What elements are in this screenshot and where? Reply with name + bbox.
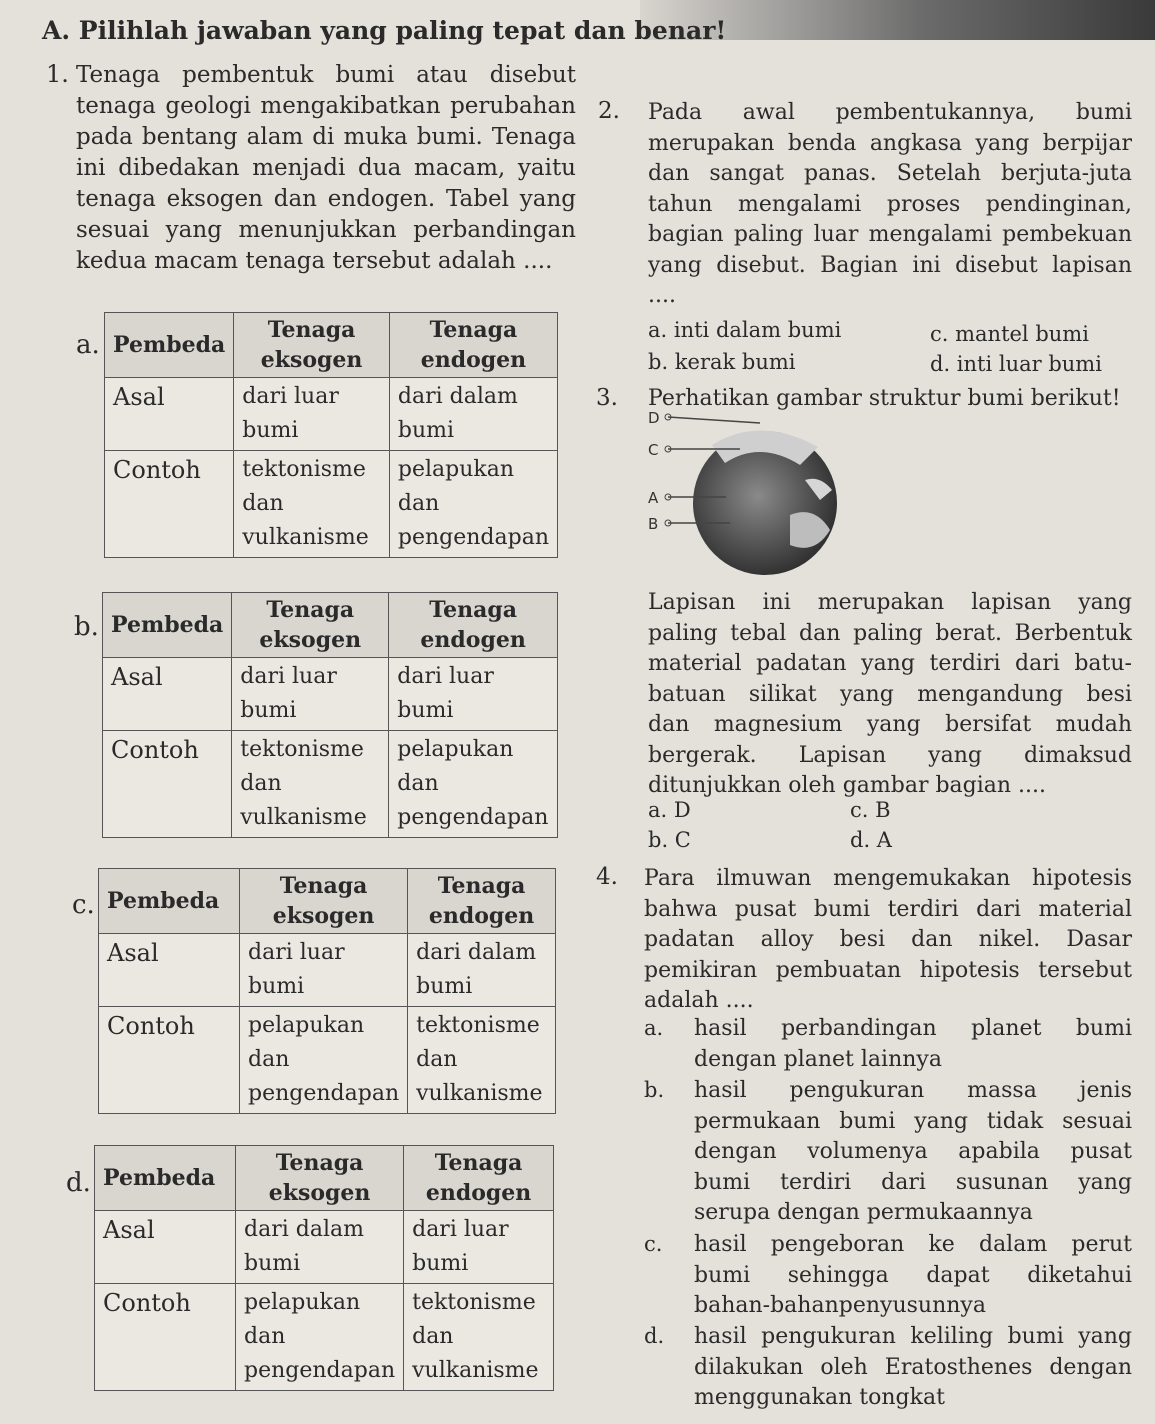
q3-line: Lapisan ini merupakan lapisan yang bbox=[648, 590, 1132, 615]
q2-line: .... bbox=[648, 283, 676, 308]
header-eksogen: Tenaga eksogen bbox=[236, 1146, 404, 1211]
row-asal: Asal bbox=[105, 378, 234, 451]
earth-globe bbox=[693, 431, 837, 575]
q3-choice-d[interactable]: d. A bbox=[850, 828, 892, 852]
q2-line: bagian paling luar mengalami pembekuan bbox=[648, 222, 1132, 247]
q1-number: 1. bbox=[46, 60, 69, 88]
q4-choice-d[interactable] bbox=[694, 1322, 1132, 1414]
row-contoh: Contoh bbox=[103, 731, 232, 838]
header-eksogen: Tenaga eksogen bbox=[240, 869, 408, 934]
q4-choice-b-line: permukaan bumi yang tidak sesuai bbox=[694, 1108, 1132, 1134]
q4-choice-c-line: bahan-bahanpenyusunnya bbox=[694, 1293, 986, 1318]
header-pembeda: Pembeda bbox=[103, 593, 232, 658]
q4-choice-b-line: bumi terdiri dari susunan yang bbox=[694, 1169, 1132, 1195]
pointer-line-d bbox=[668, 417, 760, 423]
q3-line: batuan silikat yang mengandung besi bbox=[648, 681, 1132, 707]
row-asal: Asal bbox=[95, 1211, 236, 1284]
q3-line: material padatan yang terdiri dari batu- bbox=[648, 651, 1132, 676]
q1-line: sesuai yang menunjukkan perbandingan bbox=[76, 217, 576, 243]
q4-line: bahwa pusat bumi terdiri dari material bbox=[644, 896, 1132, 922]
q4-choice-c-letter[interactable]: c. bbox=[644, 1232, 663, 1256]
q2-choice-a[interactable]: a. inti dalam bumi bbox=[648, 318, 842, 342]
q4-choice-d-line: dilakukan oleh Eratosthenes dengan bbox=[694, 1354, 1132, 1380]
header-endogen: Tenaga endogen bbox=[389, 593, 558, 658]
option-d-table[interactable] bbox=[94, 1145, 554, 1391]
q3-line: dan magnesium yang bersifat mudah bbox=[648, 712, 1132, 737]
cell-asal-endogen: dari luar bumi bbox=[389, 658, 558, 731]
q4-choice-c-line: hasil pengeboran ke dalam perut bbox=[694, 1232, 1132, 1257]
q2-line: dan sangat panas. Setelah berjuta-juta bbox=[648, 161, 1132, 186]
q3-line: ditunjukkan oleh gambar bagian .... bbox=[648, 773, 1047, 798]
q4-choice-d-letter[interactable]: d. bbox=[644, 1324, 665, 1348]
q3-line: paling tebal dan paling berat. Berbentuk bbox=[648, 620, 1132, 646]
header-pembeda: Pembeda bbox=[105, 313, 234, 378]
q4-choice-b-line: dengan volumenya apabila pusat bbox=[694, 1139, 1132, 1164]
header-endogen: Tenaga endogen bbox=[404, 1146, 554, 1211]
q2-line: Pada awal pembentukannya, bumi bbox=[648, 100, 1132, 125]
q4-choice-b-letter[interactable]: b. bbox=[644, 1078, 665, 1102]
q4-choice-c-line: bumi sehingga dapat diketahui bbox=[694, 1262, 1132, 1288]
q4-text bbox=[644, 864, 1132, 1017]
q4-choice-b[interactable] bbox=[694, 1076, 1132, 1229]
option-c-letter[interactable]: c. bbox=[72, 890, 95, 920]
q2-number: 2. bbox=[598, 98, 620, 124]
cell-contoh-endogen: pelapukan dan pengendapan bbox=[389, 731, 558, 838]
cell-asal-eksogen: dari dalam bumi bbox=[236, 1211, 404, 1284]
row-contoh: Contoh bbox=[105, 451, 234, 558]
q3-prompt: Perhatikan gambar struktur bumi berikut! bbox=[648, 386, 1121, 411]
q3-line: bergerak. Lapisan yang dimaksud bbox=[648, 742, 1132, 768]
q2-choice-d[interactable]: d. inti luar bumi bbox=[930, 352, 1102, 376]
header-endogen: Tenaga endogen bbox=[389, 313, 557, 378]
label-b: B bbox=[648, 515, 659, 533]
section-title: A. Pilihlah jawaban yang paling tepat dan benar! bbox=[42, 16, 727, 45]
q4-line: adalah .... bbox=[644, 988, 754, 1013]
cell-contoh-eksogen: tektonisme dan vulkanisme bbox=[232, 731, 389, 838]
q2-choice-c[interactable]: c. mantel bumi bbox=[930, 322, 1089, 346]
q4-choice-a-line: hasil perbandingan planet bumi bbox=[694, 1016, 1132, 1041]
option-c-table[interactable] bbox=[98, 868, 556, 1114]
q1-line: ini dibedakan menjadi dua macam, yaitu bbox=[76, 155, 576, 181]
label-c: C bbox=[648, 441, 659, 459]
option-b-letter[interactable]: b. bbox=[74, 612, 99, 642]
cell-asal-eksogen: dari luar bumi bbox=[232, 658, 389, 731]
q4-line: padatan alloy besi dan nikel. Dasar bbox=[644, 927, 1132, 952]
row-contoh: Contoh bbox=[95, 1284, 236, 1391]
header-pembeda: Pembeda bbox=[99, 869, 240, 934]
q4-choice-a[interactable] bbox=[694, 1014, 1132, 1075]
cell-contoh-eksogen: pelapukan dan pengendapan bbox=[236, 1284, 404, 1391]
q4-choice-d-line: hasil pengukuran keliling bumi yang bbox=[694, 1324, 1132, 1349]
q1-line: tenaga eksogen dan endogen. Tabel yang bbox=[76, 186, 576, 212]
q3-number: 3. bbox=[596, 385, 618, 411]
q2-line: merupakan benda angkasa yang berpijar bbox=[648, 130, 1132, 156]
q4-choice-b-line: serupa dengan permukaannya bbox=[694, 1200, 1033, 1225]
q4-choice-a-line: dengan planet lainnya bbox=[694, 1046, 942, 1072]
cell-asal-endogen: dari luar bumi bbox=[404, 1211, 554, 1284]
q1-line: kedua macam tenaga tersebut adalah .... bbox=[76, 248, 553, 274]
q4-number: 4. bbox=[596, 864, 618, 890]
cell-asal-eksogen: dari luar bumi bbox=[234, 378, 390, 451]
label-a: A bbox=[648, 489, 659, 507]
q4-choice-a-letter[interactable]: a. bbox=[644, 1016, 664, 1040]
header-pembeda: Pembeda bbox=[95, 1146, 236, 1211]
q2-text bbox=[648, 98, 1132, 312]
row-asal: Asal bbox=[99, 934, 240, 1007]
earth-structure-diagram bbox=[640, 405, 860, 580]
q2-line: yang disebut. Bagian ini disebut lapisan bbox=[648, 252, 1132, 278]
cell-asal-eksogen: dari luar bumi bbox=[240, 934, 408, 1007]
cell-contoh-endogen: tektonisme dan vulkanisme bbox=[404, 1284, 554, 1391]
q3-choice-c[interactable]: c. B bbox=[850, 798, 891, 822]
q2-choice-b[interactable]: b. kerak bumi bbox=[648, 350, 796, 374]
option-a-table[interactable] bbox=[104, 312, 558, 558]
q1-text bbox=[76, 60, 576, 277]
q1-line: pada bentang alam di muka bumi. Tenaga bbox=[76, 124, 576, 150]
header-eksogen: Tenaga eksogen bbox=[232, 593, 389, 658]
q1-line: tenaga geologi mengakibatkan perubahan bbox=[76, 93, 576, 119]
row-contoh: Contoh bbox=[99, 1007, 240, 1114]
label-d: D bbox=[648, 409, 660, 427]
header-eksogen: Tenaga eksogen bbox=[234, 313, 390, 378]
q4-line: Para ilmuwan mengemukakan hipotesis bbox=[644, 866, 1132, 891]
option-b-table[interactable] bbox=[102, 592, 558, 838]
q3-text bbox=[648, 588, 1132, 802]
q4-line: pemikiran pembuatan hipotesis tersebut bbox=[644, 957, 1132, 983]
q4-choice-d-line: menggunakan tongkat bbox=[694, 1385, 945, 1410]
cell-asal-endogen: dari dalam bumi bbox=[389, 378, 557, 451]
header-endogen: Tenaga endogen bbox=[408, 869, 556, 934]
q4-choice-b-line: hasil pengukuran massa jenis bbox=[694, 1078, 1132, 1103]
q4-choice-c[interactable] bbox=[694, 1230, 1132, 1322]
row-asal: Asal bbox=[103, 658, 232, 731]
cell-asal-endogen: dari dalam bumi bbox=[408, 934, 556, 1007]
q3-choice-b[interactable]: b. C bbox=[648, 828, 691, 852]
cell-contoh-endogen: tektonisme dan vulkanisme bbox=[408, 1007, 556, 1114]
cell-contoh-eksogen: pelapukan dan pengendapan bbox=[240, 1007, 408, 1114]
q3-choice-a[interactable]: a. D bbox=[648, 798, 691, 822]
cell-contoh-eksogen: tektonisme dan vulkanisme bbox=[234, 451, 390, 558]
option-a-letter[interactable]: a. bbox=[76, 330, 100, 360]
q1-line: Tenaga pembentuk bumi atau disebut bbox=[76, 62, 576, 88]
cell-contoh-endogen: pelapukan dan pengendapan bbox=[389, 451, 557, 558]
q2-line: tahun mengalami proses pendinginan, bbox=[648, 191, 1132, 217]
option-d-letter[interactable]: d. bbox=[66, 1168, 91, 1198]
